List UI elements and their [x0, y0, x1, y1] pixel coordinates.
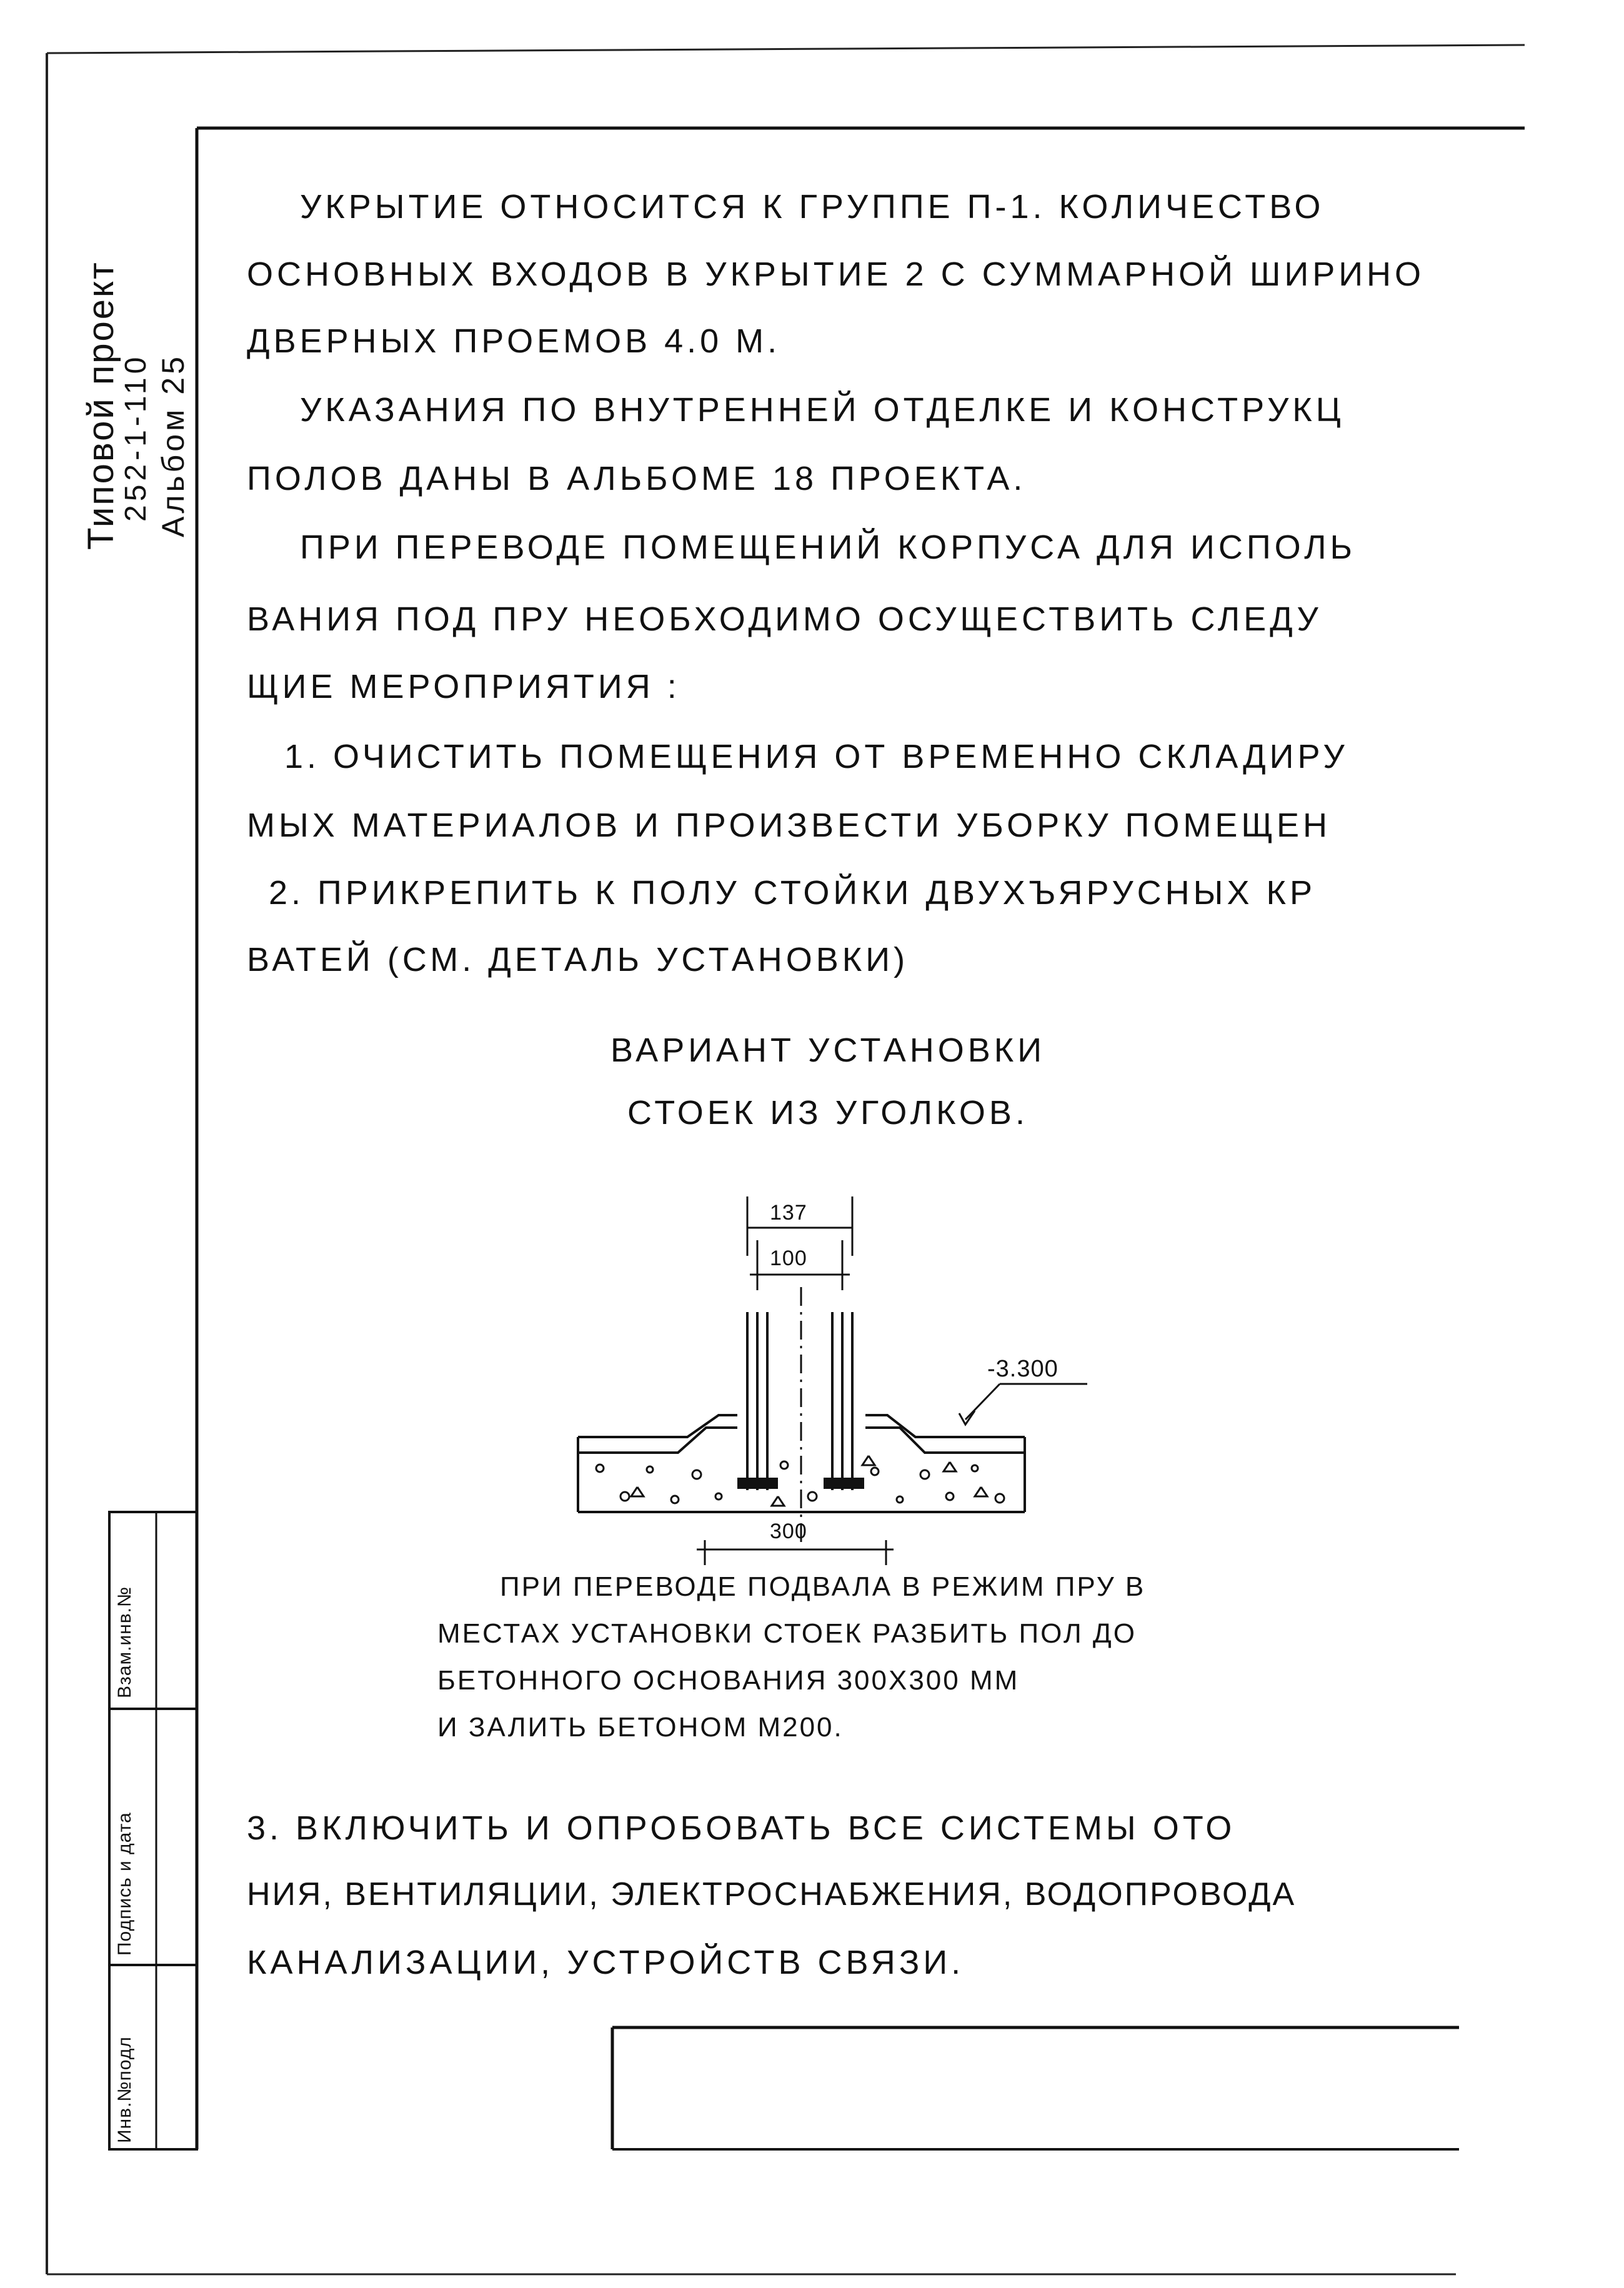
note-line-1: ПРИ ПЕРЕВОДЕ ПОДВАЛА В РЕЖИМ ПРУ В: [500, 1571, 1146, 1602]
body-line-1: УКРЫТИЕ ОТНОСИТСЯ К ГРУППЕ П-1. КОЛИЧЕСТВО: [300, 188, 1325, 226]
body-line-4: УКАЗАНИЯ ПО ВНУТРЕННЕЙ ОТДЕЛКЕ И КОНСТРУКЦ: [300, 391, 1345, 429]
post-left: [747, 1312, 767, 1490]
body-line-6: ПРИ ПЕРЕВОДЕ ПОМЕЩЕНИЙ КОРПУСА ДЛЯ ИСПОЛЬ: [300, 529, 1356, 566]
body-line-9: 1. ОЧИСТИТЬ ПОМЕЩЕНИЯ ОТ ВРЕМЕННО СКЛАДИРУ: [284, 738, 1348, 775]
side-label-line1: Типовой проект: [81, 261, 121, 550]
note-line-2: МЕСТАХ УСТАНОВКИ СТОЕК РАЗБИТЬ ПОЛ ДО: [437, 1618, 1137, 1649]
dimension-100: 100: [770, 1246, 807, 1270]
side-label-line3: Альбом 25: [156, 354, 191, 537]
figure-title-line2: СТОЕК ИЗ УГОЛКОВ.: [627, 1094, 1029, 1132]
note-line-3: БЕТОННОГО ОСНОВАНИЯ 300Х300 ММ: [437, 1665, 1020, 1696]
dimension-137: 137: [770, 1201, 807, 1225]
side-label-line2: 252-1-110: [119, 353, 152, 522]
item3-line-1: 3. ВКЛЮЧИТЬ И ОПРОБОВАТЬ ВСЕ СИСТЕМЫ ОТО: [247, 1809, 1236, 1847]
body-line-11: 2. ПРИКРЕПИТЬ К ПОЛУ СТОЙКИ ДВУХЪЯРУСНЫХ КР: [269, 874, 1316, 912]
body-line-7: ВАНИЯ ПОД ПРУ НЕОБХОДИМО ОСУЩЕСТВИТЬ СЛЕДУ: [247, 600, 1322, 638]
stamp-replaced-inv: Взам.инв.№: [114, 1586, 135, 1698]
post-right: [832, 1312, 852, 1490]
dimension-300: 300: [770, 1520, 807, 1543]
figure-title-line1: ВАРИАНТ УСТАНОВКИ: [610, 1032, 1046, 1069]
stamp-original-inv: Инв.№подл: [114, 2036, 135, 2143]
note-line-4: И ЗАЛИТЬ БЕТОНОМ М200.: [437, 1712, 844, 1743]
body-line-2: ОСНОВНЫХ ВХОДОВ В УКРЫТИЕ 2 С СУММАРНОЙ ШИРИНО: [247, 256, 1425, 293]
item3-line-2: НИЯ, ВЕНТИЛЯЦИИ, ЭЛЕКТРОСНАБЖЕНИЯ, ВОДОПРОВОДА: [247, 1876, 1297, 1912]
body-line-12: ВАТЕЙ (СМ. ДЕТАЛЬ УСТАНОВКИ): [247, 941, 909, 978]
body-line-10: МЫХ МАТЕРИАЛОВ И ПРОИЗВЕСТИ УБОРКУ ПОМЕЩЕН: [247, 807, 1331, 844]
body-line-5: ПОЛОВ ДАНЫ В АЛЬБОМЕ 18 ПРОЕКТА.: [247, 460, 1027, 497]
level-mark: -3.300: [987, 1356, 1059, 1382]
body-line-3: ДВЕРНЫХ ПРОЕМОВ 4.0 М.: [247, 322, 781, 360]
item3-line-3: КАНАЛИЗАЦИИ, УСТРОЙСТВ СВЯЗИ.: [247, 1944, 965, 1981]
stamp-signature-date: Подпись и дата: [114, 1812, 135, 1956]
body-line-8: ЩИЕ МЕРОПРИЯТИЯ :: [247, 668, 680, 705]
